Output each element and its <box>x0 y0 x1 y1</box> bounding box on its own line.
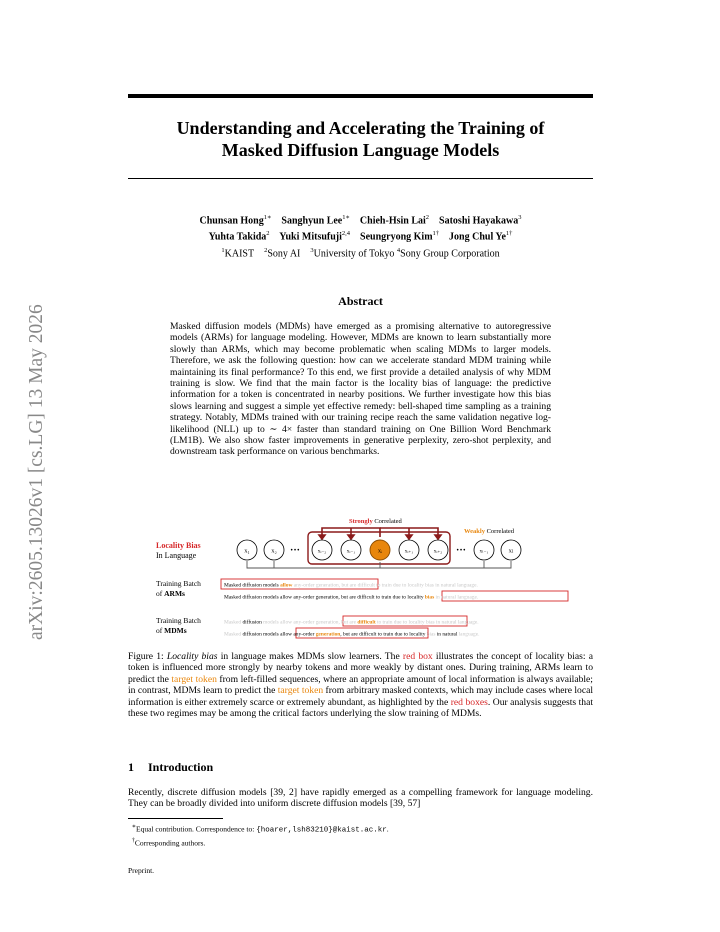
token-label: xᵢ₋₁ <box>346 548 356 555</box>
affiliation: KAIST <box>224 248 255 260</box>
token-label: xᵢ₋₂ <box>317 548 327 555</box>
author: Jong Chul Ye <box>449 231 506 243</box>
locality-bias-subtitle: In Language <box>156 551 197 560</box>
affiliation: University of Tokyo <box>313 248 395 260</box>
author-line-2: Yuhta Takida$^2$ Yuki Mitsufuji$^{2,4}$ Seungryong Kim$^{1\dagger}$ Jong Chul $Ye^{1\dagger}$ <box>208 230 513 243</box>
author: Satoshi Hayakawa <box>439 215 519 227</box>
title-line-2: Masked Diffusion Language Models <box>221 140 500 160</box>
ellipsis: ··· <box>289 545 301 556</box>
title-rule-top <box>128 94 593 98</box>
section-number: 1 <box>128 760 134 774</box>
token-label: xᵢ₊₁ <box>404 548 414 555</box>
token-sequence <box>237 540 521 560</box>
author-list <box>128 211 593 244</box>
weakly-correlated-label: Weakly Correlated <box>464 528 515 535</box>
figure-1 <box>150 512 570 642</box>
mdm-batch-label: Training Batch <box>156 616 201 625</box>
locality-bias-title: Locality Bias <box>156 541 201 550</box>
title-rule-bottom <box>128 178 593 179</box>
footnotes <box>128 822 593 848</box>
author: Chunsan Hong <box>199 215 264 227</box>
token-label: x₂ <box>271 547 277 555</box>
strongly-correlated-label: Strongly Correlated <box>349 518 402 525</box>
mdm-batch-label-2: of MDMs <box>156 626 187 635</box>
email-link[interactable]: {hoarer,lsh83210}@kaist.ac.kr <box>256 826 387 835</box>
footnote-1: ∗Equal contribution. Correspondence to: {hoarer,lsh83210}@kaist.ac.kr. <box>131 823 389 835</box>
token-label: xₗ <box>508 547 514 555</box>
preprint-note: Preprint. <box>128 866 155 875</box>
figure-caption: Figure 1: Locality bias in language makes MDMs slow learners. The red box illustrates the concept of locality bias: a token is influenced more strongly by nearby tokens and more weakly by distant ones. During training, ARMs learn to predict the target token from left-filled sequences, where an appropriate amount of local information is always available; in contrast, MDMs learn to predict the target token from arbitrary masked contexts, which may include cases where local information is either extremely scarce or extremely abundant, as highlighted by the red boxes. Our analysis suggests that these two regimes may be among the critical factors underlying the slow training of MDMs. <box>128 651 594 720</box>
strong-arrows <box>319 528 441 539</box>
mdm-row-2: Masked diffusion models allow any-order generation, but are difficult to train due to locality bias in natural language. <box>224 631 480 638</box>
arxiv-stamp <box>8 260 58 640</box>
intro-paragraph: Recently, discrete diffusion models [39, 2] have rapidly emerged as a compelling framework for language modeling. They can be broadly divided into uniform discrete diffusion models [39, 57] <box>128 787 593 810</box>
author: Sanghyun Lee <box>281 215 343 227</box>
section-heading <box>128 760 227 775</box>
arm-row-1: Masked diffusion models allow any-order generation, but are difficult to train due to locality bias in natural language. <box>224 582 478 589</box>
token-label: xᵢ₊₂ <box>433 548 443 555</box>
author-line-1: Chunsan Hong$^{1∗}$ Sanghyun Lee$^{1∗}$ Chieh-Hsin Lai$^2$ Satoshi Hayakawa$^3$ <box>199 214 522 227</box>
affiliation: Sony AI <box>267 248 301 260</box>
paper-title <box>128 117 593 161</box>
ellipsis: ··· <box>455 545 467 556</box>
token-label: x₁ <box>244 547 250 555</box>
affiliations: $^1$KAIST $^2$Sony AI $^3$University of Tokyo $^4$Sony Group Corporation <box>221 247 500 260</box>
author: Chieh-Hsin Lai <box>359 215 426 227</box>
arm-row-2: Masked diffusion models allow any-order generation, but are difficult to train due to locality bias in natural language. <box>224 594 479 601</box>
abstract-heading: Abstract <box>338 294 383 308</box>
footnote-rule <box>128 818 223 819</box>
arxiv-id: arXiv:2605.13026v1 [cs.LG] 13 May 2026 <box>26 304 47 640</box>
author: Yuki Mitsufuji <box>279 231 342 243</box>
mdm-row-1: Masked diffusion models allow any-order generation, but are difficult to train due to locality bias in natural language. <box>224 619 479 626</box>
author: Yuhta Takida <box>208 231 267 243</box>
author: Seungryong Kim <box>360 231 433 243</box>
title-line-1: Understanding and Accelerating the Training of <box>176 118 545 138</box>
affiliation: Sony Group Corporation <box>400 248 500 260</box>
footnote-2: †Corresponding authors. <box>131 836 206 847</box>
arm-batch-label: Training Batch <box>156 579 201 588</box>
section-title: Introduction <box>148 760 214 774</box>
token-label: xᵢ <box>377 547 383 555</box>
abstract-body: Masked diffusion models (MDMs) have emerged as a promising alternative to autoregressive models (ARMs) for language modeling. However, MDMs are known to learn substantially more slowly than ARMs, which may become problematic when scaling MDMs to larger models. Therefore, we ask the following question: how can we accelerate standard MDM training while maintaining its final performance? To this end, we first provide a detailed analysis of why MDM training is slow. We find that the main factor is the locality bias of language: the predictive information for a token is concentrated in nearby positions. We further investigate how this bias slows learning and suggest a simple yet effective remedy: bell-shaped time sampling as a training strategy. Notably, MDMs trained with our training recipe reach the same validation negative log-likelihood (NLL) up to ∼ 4× faster than standard training on One Billion Word Benchmark (LM1B). We also show faster improvements in generative perplexity, zero-shot perplexity, and downstream task performance on various benchmarks. <box>170 321 551 458</box>
arm-batch-label-2: of ARMs <box>156 589 185 598</box>
token-label: xₗ₋₁ <box>479 548 489 555</box>
